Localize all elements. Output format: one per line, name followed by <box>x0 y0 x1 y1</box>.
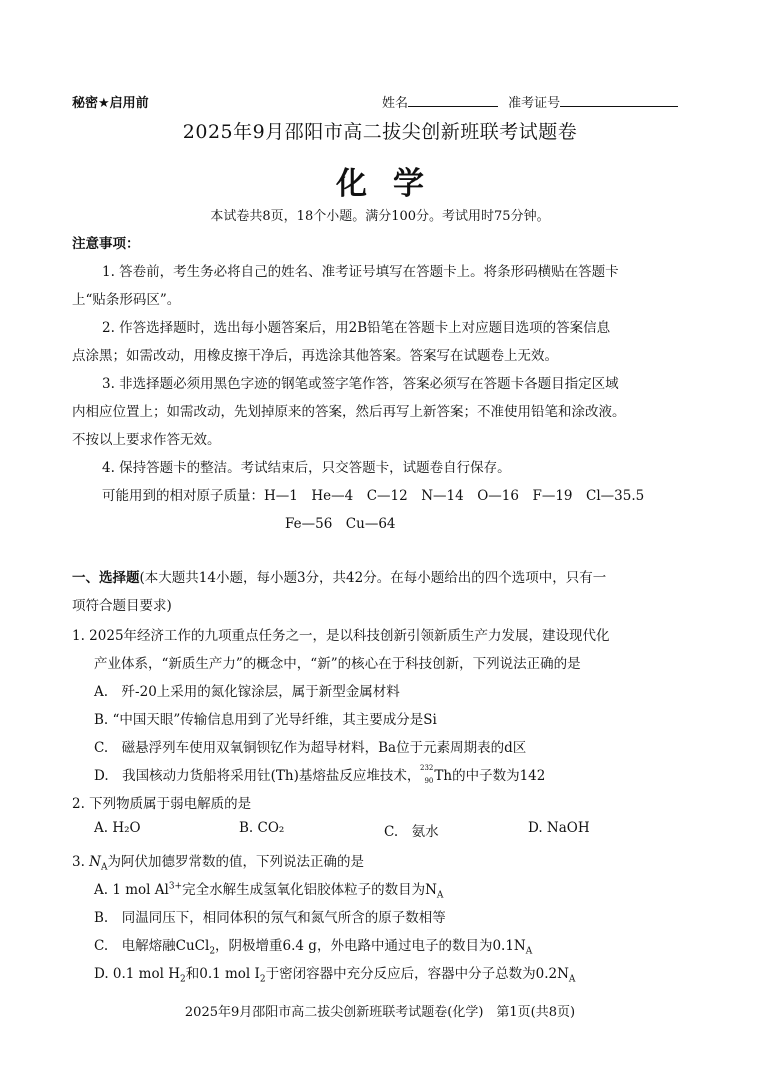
formula-sub: 2 <box>180 974 186 985</box>
nuclide-notation <box>420 764 434 785</box>
section1-heading-line <box>72 566 606 586</box>
atomic-masses-line1: 可能用到的相对原子质量：H—1 He—4 C—12 N—14 O—16 F—19 Cl—35.5 <box>102 488 645 504</box>
q3-c-text-mid: ，阴极增重6.4 g，外电路中通过电子的数目为0.1N <box>215 938 526 954</box>
atomic-number: 90 <box>424 777 434 785</box>
q3-d-text: D. 0.1 mol H <box>94 966 180 982</box>
avogadro-symbol: N <box>89 854 101 870</box>
exam-title: 2025年9月邵阳市高二拔尖创新班联考试题卷 <box>182 121 578 143</box>
formula-sub: 2 <box>209 946 216 957</box>
note-3b: 内相应位置上；如需改动，先划掉原来的答案，然后再写上新答案；不准使用铅笔和涂改液。 <box>72 404 626 420</box>
note-3a: 3. 非选择题必须用黑色字迹的钢笔或签字笔作答，答案必须写在答题卡各题目指定区域 <box>102 376 619 392</box>
q1-stem-line1: 1. 2025年经济工作的九项重点任务之一，是以科技创新引领新质生产力发展，建设现代化 <box>72 628 610 644</box>
q3-number: 3. <box>72 854 90 870</box>
q1-option-d <box>94 764 545 784</box>
q2-option-a: A. H₂O <box>94 820 141 836</box>
exam-summary: 本试卷共8页，18个小题。满分100分。考试用时75分钟。 <box>210 209 550 224</box>
q2-stem: 2. 下列物质属于弱电解质的是 <box>72 796 252 812</box>
avogadro-sub: A <box>100 862 108 873</box>
q1-option-a: A. 歼-20上采用的氮化镓涂层，属于新型金属材料 <box>94 684 400 700</box>
q1-option-d-text-end: Th的中子数为142 <box>434 768 546 784</box>
q1-option-c: C. 磁悬浮列车使用双氧铜钡钇作为超导材料，Ba位于元素周期表的d区 <box>94 740 527 756</box>
q3-option-d <box>94 962 575 985</box>
q3-option-b: B. 同温同压下，相同体积的氖气和氮气所含的原子数相等 <box>94 910 446 926</box>
q3-d-text-end: 于密闭容器中充分反应后，容器中分子总数为0.2N <box>265 966 569 982</box>
note-2a: 2. 作答选择题时，选出每小题答案后，用2B铅笔在答题卡上对应题目选项的答案信息 <box>102 320 611 336</box>
formula-sub: 2 <box>259 974 266 985</box>
section1-heading: 一、选择题 <box>72 570 140 586</box>
subject-title: 化学 <box>336 166 450 202</box>
id-label: 准考证号 <box>508 96 561 111</box>
name-label: 姓名 <box>382 96 409 111</box>
q2-options <box>94 820 694 840</box>
note-1b: 上“贴条形码区”。 <box>72 292 181 308</box>
section1-desc: (本大题共14小题，每小题3分，共42分。在每小题给出的四个选项中，只有一 <box>139 570 607 586</box>
candidate-info <box>382 92 678 111</box>
q2-option-b: B. CO₂ <box>239 820 285 836</box>
id-blank <box>560 94 678 107</box>
q3-option-c <box>94 934 532 957</box>
name-blank <box>408 94 498 107</box>
note-4: 4. 保持答题卡的整洁。考试结束后，只交答题卡，试题卷自行保存。 <box>102 460 511 476</box>
q3-option-a <box>94 878 443 901</box>
q2-option-d: D. NaOH <box>528 820 590 836</box>
note-1a: 1. 答卷前，考生务必将自己的姓名、准考证号填写在答题卡上。将条形码横贴在答题卡 <box>102 264 619 280</box>
note-3c: 不按以上要求作答无效。 <box>72 432 221 448</box>
q1-stem-line2: 产业体系，“新质生产力”的概念中，“新”的核心在于科技创新，下列说法正确的是 <box>94 656 581 672</box>
section1-desc-cont: 项符合题目要求) <box>72 598 172 614</box>
q3-d-text-mid: 和0.1 mol I <box>185 966 260 982</box>
charge-superscript: 3+ <box>168 881 183 892</box>
q3-stem-text: 为阿伏加德罗常数的值，下列说法正确的是 <box>107 854 364 870</box>
q2-option-c: C. 氨水 <box>384 824 439 840</box>
avogadro-sub: A <box>525 946 533 957</box>
q1-option-d-text: D. 我国核动力货船将采用钍(Th)基熔盐反应堆技术， <box>94 768 421 784</box>
page-footer: 2025年9月邵阳市高二拔尖创新班联考试题卷(化学) 第1页(共8页) <box>184 1005 576 1020</box>
atomic-masses-line2: Fe—56 Cu—64 <box>285 516 396 532</box>
avogadro-sub: A <box>436 890 444 901</box>
avogadro-sub: A <box>568 974 576 985</box>
confidential-label: 秘密★启用前 <box>72 96 149 111</box>
q3-c-text: C. 电解熔融CuCl <box>94 938 210 954</box>
q3-a-text: A. 1 mol Al <box>94 882 169 898</box>
note-2b: 点涂黑；如需改动，用橡皮擦干净后，再选涂其他答案。答案写在试题卷上无效。 <box>72 348 558 364</box>
q3-stem <box>72 850 364 873</box>
notes-heading: 注意事项： <box>72 236 140 252</box>
q3-a-text-mid: 完全水解生成氢氧化铝胶体粒子的数目为N <box>182 882 437 898</box>
mass-number: 232 <box>420 764 434 772</box>
q1-option-b: B. “中国天眼”传输信息用到了光导纤维，其主要成分是Si <box>94 712 437 728</box>
